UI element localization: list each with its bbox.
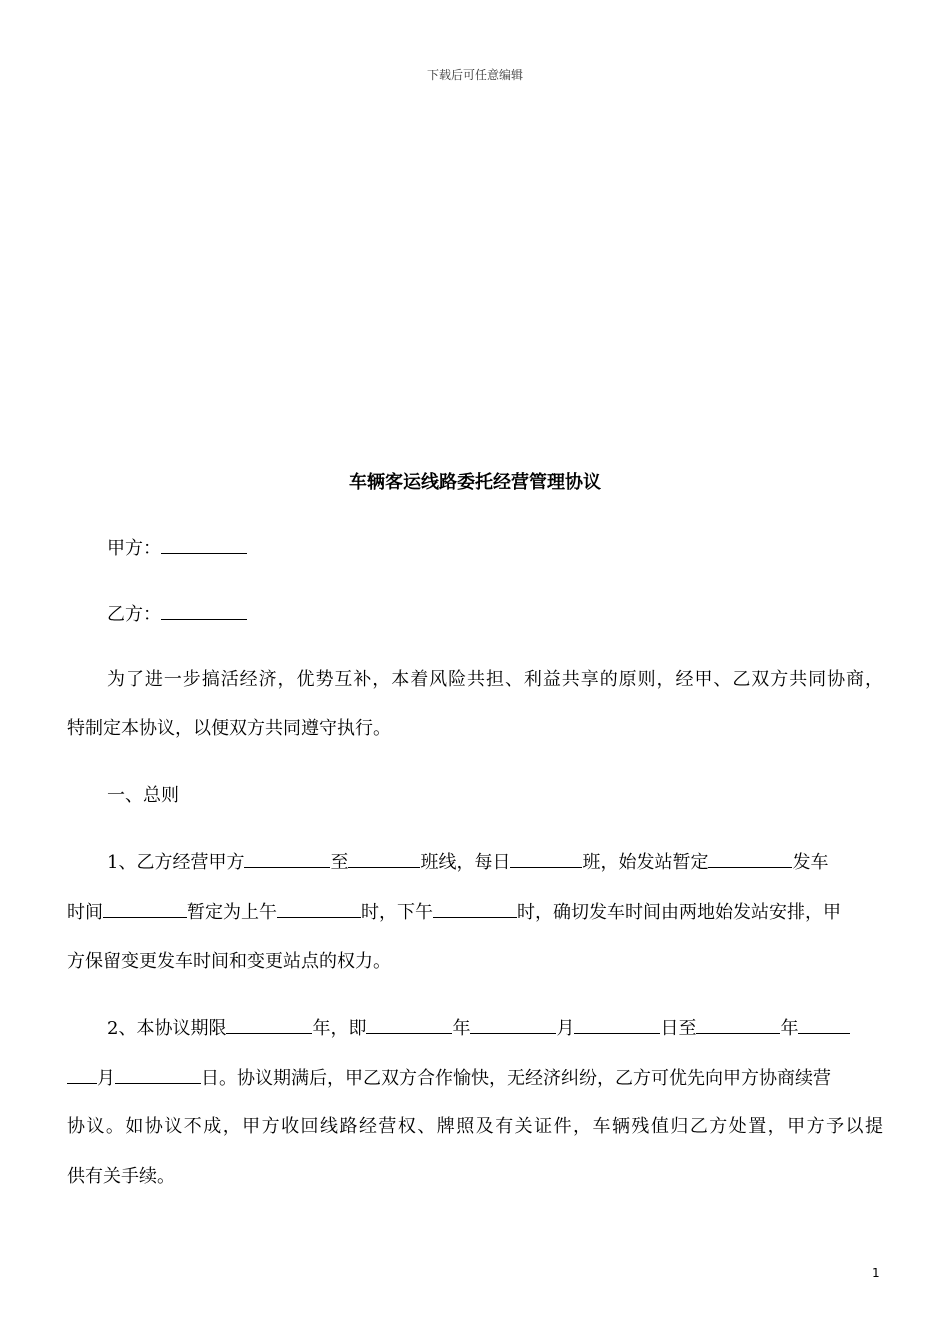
header-note: 下载后可任意编辑 <box>426 68 523 82</box>
party-a-label: 甲方： <box>107 538 161 559</box>
route-from-blank <box>244 849 330 868</box>
page-number: 1 <box>872 1266 880 1280</box>
clause-1-text: 1、乙方经营甲方 <box>107 852 245 873</box>
clause-2-text: 年 <box>452 1018 471 1039</box>
clause-2-text: 年，即 <box>312 1018 367 1039</box>
clause-1-text: 时，确切发车时间由两地始发站安排，甲 <box>517 902 841 923</box>
clause-2-text: 年 <box>780 1018 799 1039</box>
route-to-blank <box>348 849 420 868</box>
departure-time-blank <box>103 899 187 918</box>
section-1-heading: 一、总则 <box>107 785 179 806</box>
party-b-blank <box>161 601 247 620</box>
party-b-line <box>107 601 883 628</box>
document-title: 车辆客运线路委托经营管理协议 <box>349 472 601 493</box>
clause-1-text: 时间 <box>67 902 103 923</box>
morning-time-blank <box>277 899 361 918</box>
afternoon-time-blank <box>433 899 517 918</box>
clause-1-text: 至 <box>330 852 349 873</box>
origin-station-blank <box>708 849 792 868</box>
intro-line-1: 为了进一步搞活经济，优势互补，本着风险共担、利益共享的原则，经甲、乙双方共同协商， <box>107 669 883 690</box>
clause-2-line-4: 供有关手续。 <box>67 1166 175 1187</box>
end-month-blank-start <box>798 1015 850 1034</box>
clause-2-text: 月 <box>97 1068 115 1089</box>
start-year-blank <box>366 1015 452 1034</box>
end-month-blank-end <box>67 1065 97 1084</box>
clause-1-text: 时，下午 <box>361 902 433 923</box>
intro-line-2: 特制定本协议，以便双方共同遵守执行。 <box>67 718 391 739</box>
clause-2-text: 2、本协议期限 <box>107 1018 227 1039</box>
clause-2-text: 日。协议期满后，甲乙双方合作愉快，无经济纠纷，乙方可优先向甲方协商续营 <box>201 1068 831 1089</box>
clause-1-text: 班，始发站暂定 <box>582 852 709 873</box>
end-year-blank <box>696 1015 780 1034</box>
clause-2-line-1 <box>107 1015 883 1042</box>
clause-2-line-2 <box>67 1065 883 1092</box>
clause-1-line-2 <box>67 899 883 926</box>
clause-2-text: 日至 <box>660 1018 697 1039</box>
clause-1-line-1 <box>107 849 883 876</box>
clause-2-line-3: 协议。如协议不成，甲方收回线路经营权、牌照及有关证件，车辆残值归乙方处置，甲方予以提 <box>67 1116 883 1137</box>
term-years-blank <box>226 1015 312 1034</box>
clause-1-text: 暂定为上午 <box>187 902 277 923</box>
party-a-blank <box>161 535 247 554</box>
daily-trips-blank <box>510 849 582 868</box>
clause-1-text: 班线，每日 <box>420 852 511 873</box>
clause-2-text: 月 <box>556 1018 575 1039</box>
party-b-label: 乙方： <box>107 604 161 625</box>
start-month-blank <box>470 1015 556 1034</box>
party-a-line <box>107 535 883 562</box>
start-day-blank <box>574 1015 660 1034</box>
clause-1-line-3: 方保留变更发车时间和变更站点的权力。 <box>67 951 391 972</box>
end-day-blank <box>115 1065 201 1084</box>
clause-1-text: 发车 <box>792 852 829 873</box>
